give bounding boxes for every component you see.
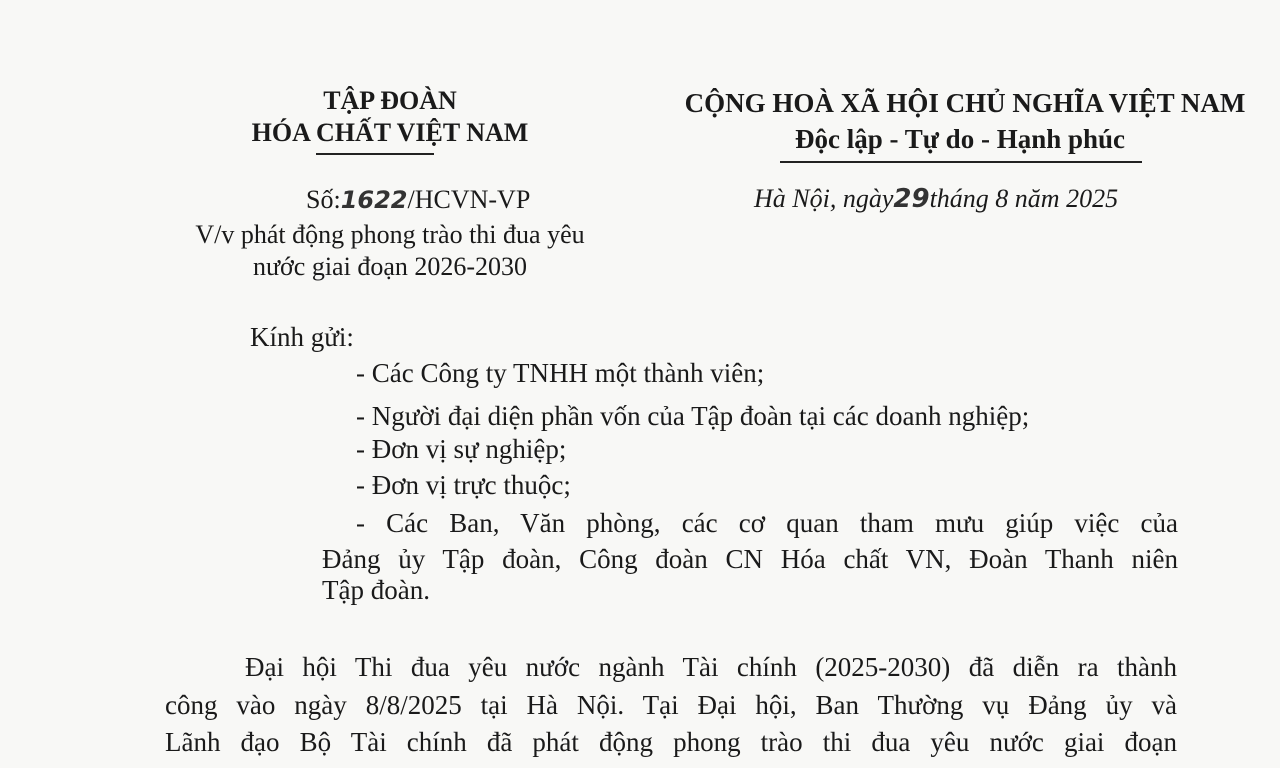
- org-underline: [316, 153, 434, 155]
- date-line: [754, 184, 1118, 214]
- date-prefix: Hà Nội, ngày: [754, 184, 894, 213]
- subject-line2: nước giai đoạn 2026-2030: [252, 252, 528, 281]
- date-suffix: tháng 8 năm 2025: [929, 184, 1119, 213]
- document-number: [306, 185, 530, 215]
- recipient-item-cont: Tập đoàn.: [322, 575, 430, 605]
- recipient-item: - Đơn vị sự nghiệp;: [356, 434, 567, 464]
- body-paragraph-line: Đại hội Thi đua yêu nước ngành Tài chính (2025-2030) đã diễn ra thành: [245, 652, 1177, 682]
- body-paragraph-line: công vào ngày 8/8/2025 tại Hà Nội. Tại Đại hội, Ban Thường vụ Đảng ủy và: [165, 690, 1177, 720]
- org-name-line1: TẬP ĐOÀN: [323, 86, 457, 115]
- recipient-item: - Đơn vị trực thuộc;: [356, 470, 571, 500]
- handwritten-day: 29: [893, 184, 930, 214]
- recipient-item: - Người đại diện phần vốn của Tập đoàn tại các doanh nghiệp;: [356, 401, 1030, 431]
- recipients-label: Kính gửi:: [250, 322, 354, 352]
- number-suffix: /HCVN-VP: [407, 185, 531, 214]
- body-paragraph-line: Lãnh đạo Bộ Tài chính đã phát động phong trào thi đua yêu nước giai đoạn: [165, 727, 1177, 757]
- handwritten-number: 1622: [340, 186, 408, 214]
- recipient-item: - Các Công ty TNHH một thành viên;: [356, 358, 765, 388]
- country-name: CỘNG HOÀ XÃ HỘI CHỦ NGHĨA VIỆT NAM: [684, 88, 1246, 118]
- subject-line1: V/v phát động phong trào thi đua yêu: [195, 220, 585, 249]
- recipient-item: - Các Ban, Văn phòng, các cơ quan tham mưu giúp việc của: [356, 508, 1178, 538]
- number-prefix: Số:: [306, 185, 341, 214]
- org-name-line2: HÓA CHẤT VIỆT NAM: [251, 118, 529, 147]
- motto-underline: [780, 161, 1142, 163]
- recipient-item-cont: Đảng ủy Tập đoàn, Công đoàn CN Hóa chất VN, Đoàn Thanh niên: [322, 544, 1178, 574]
- national-motto: Độc lập - Tự do - Hạnh phúc: [794, 124, 1126, 154]
